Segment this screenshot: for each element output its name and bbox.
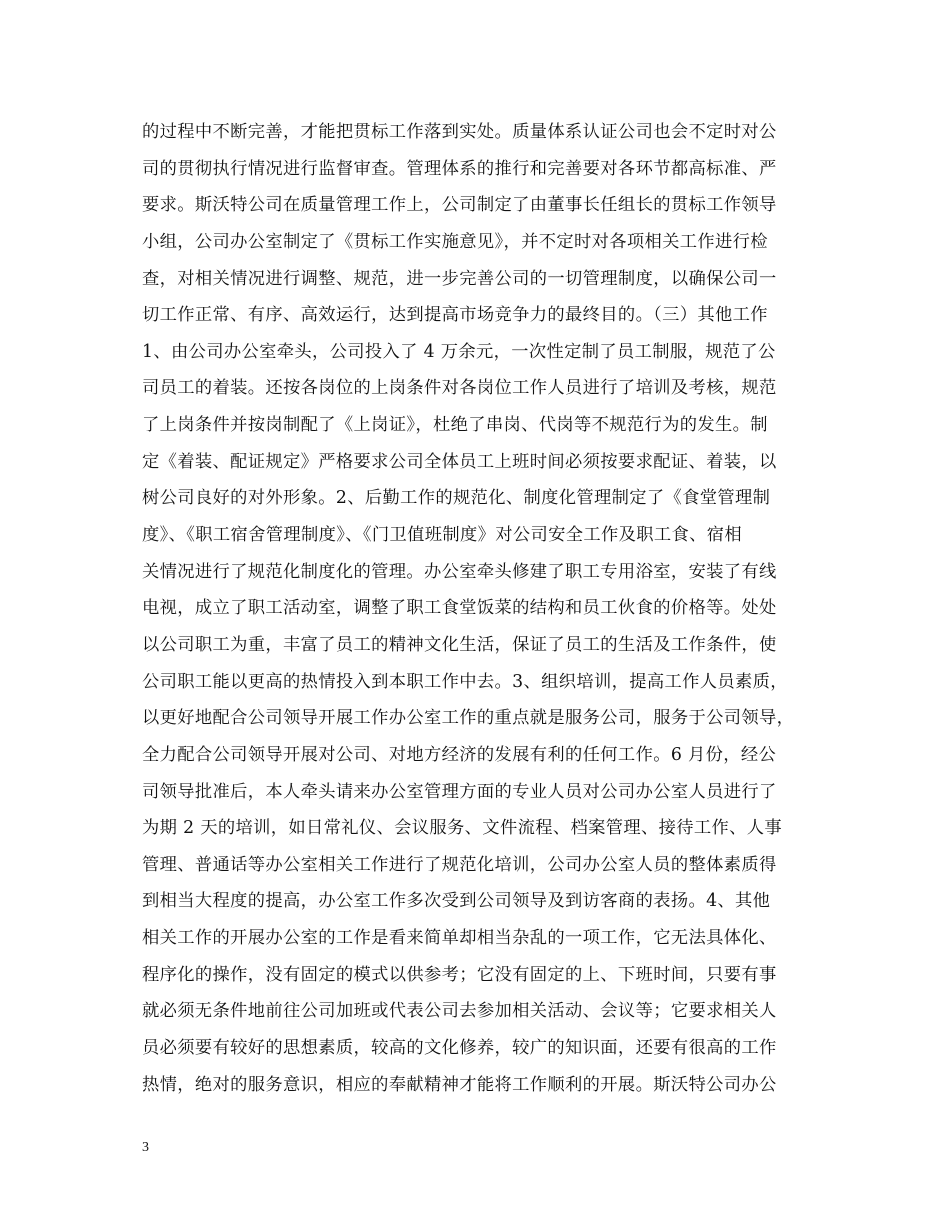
- text-line: 为期 2 天的培训，如日常礼仪、会议服务、文件流程、档案管理、接待工作、人事: [142, 818, 782, 839]
- text-line: 司员工的着装。还按各岗位的上岗条件对各岗位工作人员进行了培训及考核，规范: [142, 378, 777, 399]
- text-line: 1、由公司办公室牵头，公司投入了 4 万余元，一次性定制了员工制服，规范了公: [142, 341, 776, 362]
- text-line: 就必须无条件地前往公司加班或代表公司去参加相关活动、会议等；它要求相关人: [142, 1001, 777, 1022]
- text-line: 相关工作的开展办公室的工作是看来简单却相当杂乱的一项工作，它无法具体化、: [142, 928, 777, 949]
- text-line: 司的贯彻执行情况进行监督审查。管理体系的推行和完善要对各环节都高标准、严: [142, 158, 777, 179]
- text-line: 要求。斯沃特公司在质量管理工作上，公司制定了由董事长任组长的贯标工作领导: [142, 195, 777, 216]
- text-line: 树公司良好的对外形象。2、后勤工作的规范化、制度化管理制定了《食堂管理制: [142, 488, 771, 509]
- body-text: [142, 114, 832, 1103]
- text-line: 以公司职工为重，丰富了员工的精神文化生活，保证了员工的生活及工作条件，使: [142, 634, 777, 655]
- text-line: 全力配合公司领导开展对公司、对地方经济的发展有利的任何工作。6 月份，经公: [142, 744, 777, 765]
- text-line: 到相当大程度的提高，办公室工作多次受到公司领导及到访客商的表扬。4、其他: [142, 891, 771, 912]
- text-line: 司领导批准后，本人牵头请来办公室管理方面的专业人员对公司办公室人员进行了: [142, 781, 777, 802]
- text-line: 员必须要有较好的思想素质，较高的文化修养，较广的知识面，还要有很高的工作: [142, 1038, 777, 1059]
- text-line: 电视，成立了职工活动室，调整了职工食堂饭菜的结构和员工伙食的价格等。处处: [142, 598, 777, 619]
- text-line: 公司职工能以更高的热情投入到本职工作中去。3、组织培训，提高工作人员素质，: [142, 671, 788, 692]
- text-line: 管理、普通话等办公室相关工作进行了规范化培训，公司办公室人员的整体素质得: [142, 854, 777, 875]
- text-line: 小组，公司办公室制定了《贯标工作实施意见》，并不定时对各项相关工作进行检: [142, 231, 768, 252]
- text-line: 了上岗条件并按岗制配了《上岗证》，杜绝了串岗、代岗等不规范行为的发生。制: [142, 415, 768, 436]
- text-line: 查，对相关情况进行调整、规范，进一步完善公司的一切管理制度，以确保公司一: [142, 268, 777, 289]
- text-line: 以更好地配合公司领导开展工作办公室工作的重点就是服务公司，服务于公司领导，: [142, 708, 795, 729]
- text-line: 程序化的操作，没有固定的模式以供参考；它没有固定的上、下班时间，只要有事: [142, 964, 777, 985]
- text-line: 定《着装、配证规定》严格要求公司全体员工上班时间必须按要求配证、着装，以: [142, 451, 777, 472]
- text-line: 的过程中不断完善，才能把贯标工作落到实处。质量体系认证公司也会不定时对公: [142, 122, 777, 142]
- text-line: 切工作正常、有序、高效运行，达到提高市场竞争力的最终目的。（三）其他工作: [142, 305, 768, 326]
- text-line: 关情况进行了规范化制度化的管理。办公室牵头修建了职工专用浴室，安装了有线: [142, 561, 777, 582]
- text-line: 度》、《职工宿舍管理制度》、《门卫值班制度》对公司安全工作及职工食、宿相: [142, 525, 743, 546]
- text-line: 热情，绝对的服务意识，相应的奉献精神才能将工作顺利的开展。斯沃特公司办公: [142, 1074, 777, 1095]
- page-number: 3: [142, 1140, 149, 1155]
